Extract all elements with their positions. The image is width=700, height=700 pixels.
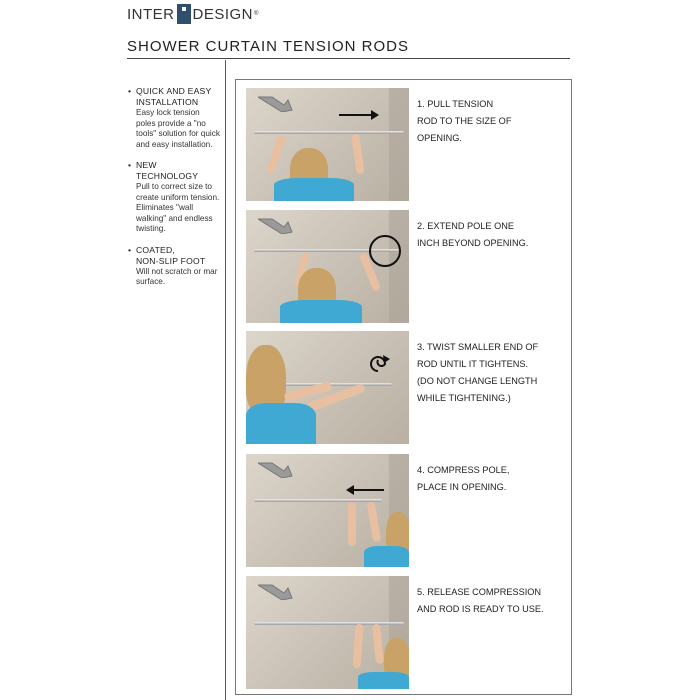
showerhead-icon [258,580,294,600]
arrow-right-icon [339,109,379,121]
arm [372,624,384,665]
step-photo [246,576,409,689]
logo-text-left: INTER [127,5,175,23]
arm [367,502,382,543]
bullet: • [128,86,132,96]
person-shirt [358,672,409,689]
person-shirt [246,403,316,444]
person-shirt [364,546,409,567]
twist-rotate-icon [366,351,390,377]
feature-heading-cont: INSTALLATION [136,97,199,107]
logo-trademark: ® [254,11,259,17]
logo-text-right: DESIGN [192,5,254,23]
person-shirt [274,178,354,201]
step-text: 4. COMPRESS POLE, PLACE IN OPENING. [417,465,510,492]
feature-heading: QUICK AND EASY [136,86,212,96]
showerhead-icon [258,92,294,112]
step-1 [246,88,566,201]
tension-rod [280,383,392,386]
tension-rod [254,622,404,625]
interdesign-logo [127,3,259,25]
feature-heading-cont: NON-SLIP FOOT [136,255,206,266]
arm [265,134,286,174]
step-text: 1. PULL TENSION ROD TO THE SIZE OF OPENING. [417,99,512,143]
tension-rod [254,131,404,134]
step-photo [246,210,409,323]
step-text: 3. TWIST SMALLER END OF ROD UNTIL IT TIGHTENS. (DO NOT CHANGE LENGTH WHILE TIGHTENING.) [417,342,539,403]
feature-description: Easy lock tension poles provide a "no tools" solution for quick and easy installation. [136,108,220,149]
feature-list [128,86,220,298]
feature-heading: NEW [136,160,157,170]
title-divider [127,58,570,59]
step-3 [246,331,566,444]
step-photo [246,331,409,444]
feature-heading-cont: TECHNOLOGY [136,171,199,181]
feature-heading: COATED, [136,244,175,255]
showerhead-icon [258,458,294,478]
page-title: SHOWER CURTAIN TENSION RODS [127,38,410,55]
tension-rod [254,499,382,502]
arm [348,502,356,546]
arrow-left-icon [346,484,384,496]
person-shirt [280,300,362,323]
step-photo [246,454,409,567]
highlight-circle-icon [368,234,402,268]
arm [351,134,364,175]
step-4 [246,454,566,567]
step-photo [246,88,409,201]
step-text: 5. RELEASE COMPRESSION AND ROD IS READY TO USE. [417,587,544,614]
feature-item [128,86,220,150]
arm [352,624,363,668]
logo-mark-icon [177,4,191,24]
step-5 [246,576,566,689]
bullet: • [128,160,132,170]
feature-item [128,160,220,235]
showerhead-icon [258,214,294,234]
bullet: • [128,244,132,255]
instruction-steps [235,79,572,695]
feature-item [128,245,220,288]
step-2 [246,210,566,323]
feature-description: Will not scratch or mar surface. [136,266,218,286]
column-divider [225,60,226,700]
step-text: 2. EXTEND POLE ONE INCH BEYOND OPENING. [417,221,529,248]
wall-shade [389,88,409,201]
feature-description: Pull to correct size to create uniform tension. Eliminates "wall walking" and endless twisting. [136,182,220,233]
